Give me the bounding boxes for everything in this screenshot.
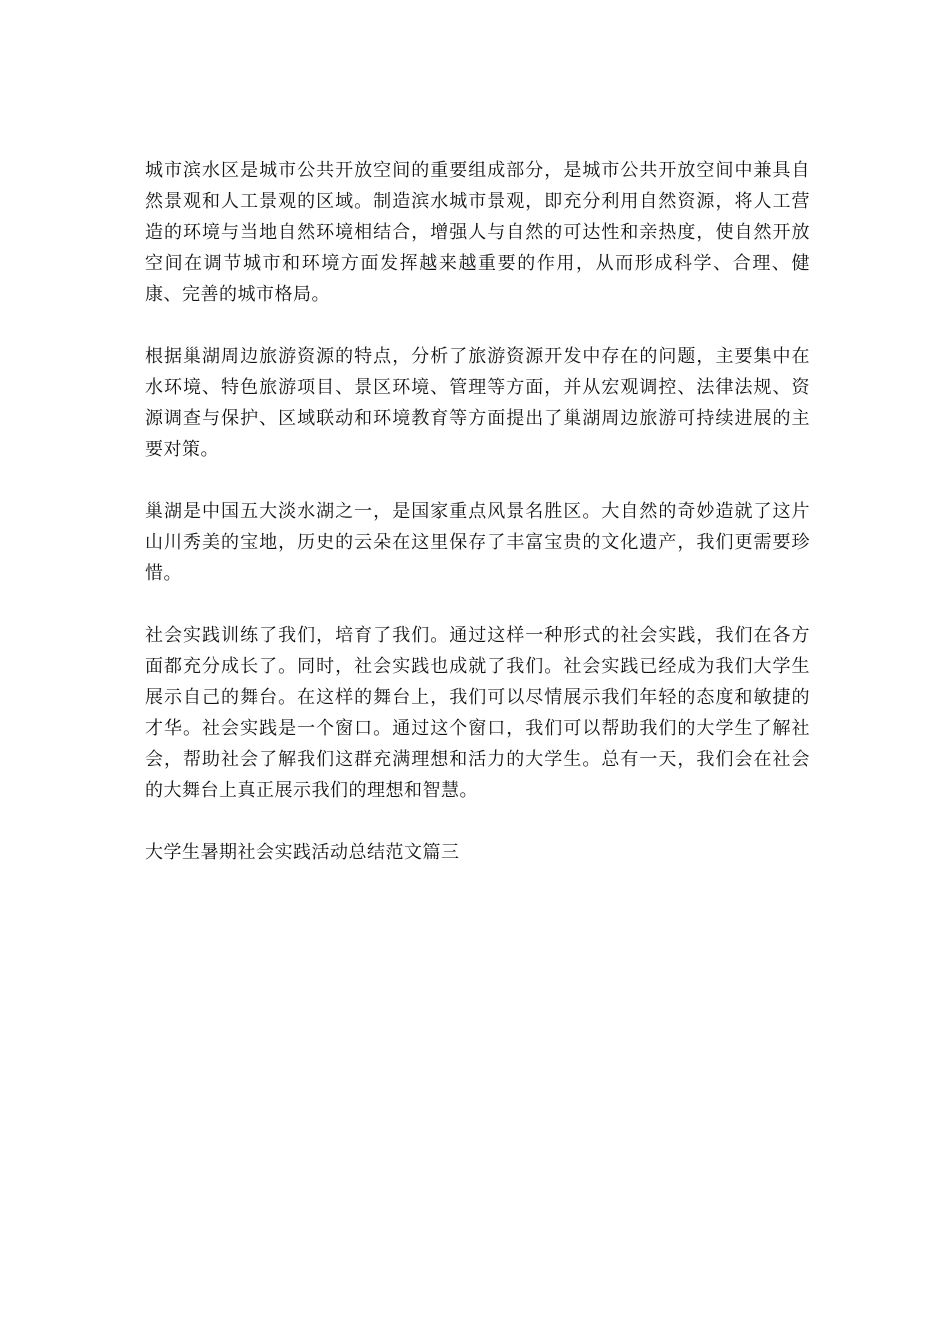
paragraph-chaohu-tourism: 根据巢湖周边旅游资源的特点，分析了旅游资源开发中存在的问题，主要集中在水环境、特色旅游项目、景区环境、管理等方面，并从宏观调控、法律法规、资源调查与保护、区域联动和环境教育等方面提出了巢湖周边旅游可持续进展的主要对策。 (145, 346, 810, 460)
paragraph-social-practice: 社会实践训练了我们，培育了我们。通过这样一种形式的社会实践，我们在各方面都充分成长了。同时，社会实践也成就了我们。社会实践已经成为我们大学生展示自己的舞台。在这样的舞台上，我们可以尽情展示我们年轻的态度和敏捷的才华。社会实践是一个窗口。通过这个窗口，我们可以帮助我们的大学生了解社会，帮助社会了解我们这群充满理想和活力的大学生。总有一天，我们会在社会的大舞台上真正展示我们的理想和智慧。 (145, 625, 810, 801)
document-body (145, 155, 810, 868)
paragraph-waterfront: 城市滨水区是城市公共开放空间的重要组成部分，是城市公共开放空间中兼具自然景观和人工景观的区域。制造滨水城市景观，即充分利用自然资源，将人工营造的环境与当地自然环境相结合，增强人与自然的可达性和亲热度，使自然开放空间在调节城市和环境方面发挥越来越重要的作用，从而形成科学、合理、健康、完善的城市格局。 (145, 160, 810, 305)
paragraph-chaohu-lake: 巢湖是中国五大淡水湖之一，是国家重点风景名胜区。大自然的奇妙造就了这片山川秀美的宝地，历史的云朵在这里保存了丰富宝贵的文化遗产，我们更需要珍惜。 (145, 501, 810, 584)
section-heading: 大学生暑期社会实践活动总结范文篇三 (145, 842, 460, 863)
